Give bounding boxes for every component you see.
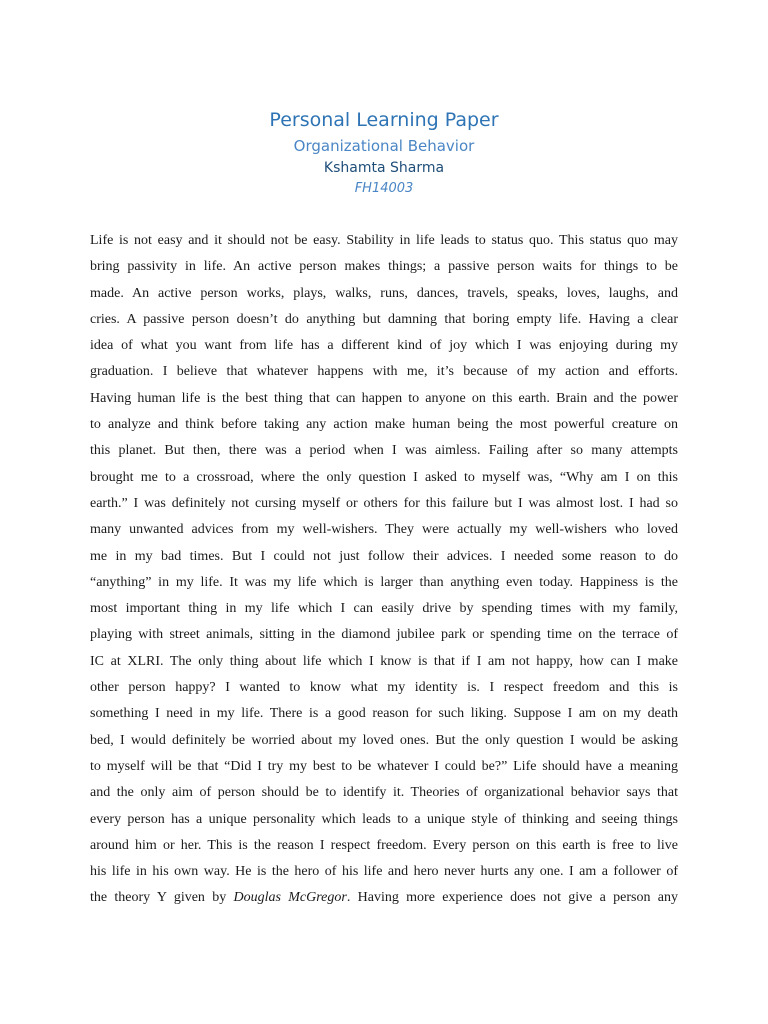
text-line: his life in his own way. He is the hero of his life and hero never hurts any one. I am a follower of bbox=[90, 864, 678, 880]
text-line: around him or her. This is the reason I respect freedom. Every person on this earth is free to live bbox=[90, 837, 678, 853]
text-line: every person has a unique personality which leads to a unique style of thinking and seeing things bbox=[90, 811, 678, 827]
author-reference: Douglas McGregor bbox=[233, 890, 347, 906]
text-line: and the only aim of person should be to identify it. Theories of organizational behavior says that bbox=[90, 785, 678, 801]
text-segment: . Having more experience does not give a person any bbox=[346, 890, 678, 906]
text-line: Having human life is the best thing that can happen to anyone on this earth. Brain and the power bbox=[90, 390, 678, 406]
text-line: something I need in my life. There is a good reason for such liking. Suppose I am on my death bbox=[90, 706, 678, 722]
author-name: Kshamta Sharma bbox=[323, 160, 445, 176]
text-line: other person happy? I wanted to know what my identity is. I respect freedom and this is bbox=[90, 680, 678, 696]
text-line: “anything” in my life. It was my life which is larger than anything even today. Happiness is the bbox=[90, 574, 678, 590]
document-subtitle: Organizational Behavior bbox=[293, 137, 475, 155]
text-line: Life is not easy and it should not be easy. Stability in life leads to status quo. This status quo may bbox=[90, 233, 678, 248]
text-line: this planet. But then, there was a period when I was aimless. Failing after so many attempts bbox=[90, 443, 678, 459]
text-line: graduation. I believe that whatever happens with me, it’s because of my action and efforts. bbox=[90, 364, 678, 380]
text-line: many unwanted advices from my well-wishers. They were actually my well-wishers who loved bbox=[90, 522, 678, 538]
text-line: IC at XLRI. The only thing about life which I know is that if I am not happy, how can I make bbox=[90, 653, 678, 669]
text-line: bed, I would definitely be worried about my loved ones. But the only question I would be asking bbox=[90, 732, 678, 748]
student-id: FH14003 bbox=[354, 181, 414, 196]
document-title: Personal Learning Paper bbox=[269, 109, 499, 131]
text-line: earth.” I was definitely not cursing myself or others for this failure but I was almost lost. I had so bbox=[90, 495, 678, 511]
document-header bbox=[0, 105, 768, 199]
text-line: cries. A passive person doesn’t do anything but damning that boring empty life. Having a clear bbox=[90, 311, 678, 327]
text-line: bring passivity in life. An active person makes things; a passive person waits for things to be bbox=[90, 259, 678, 275]
text-line: most important thing in my life which I can easily drive by spending times with my family, bbox=[90, 601, 678, 617]
text-line bbox=[90, 885, 678, 911]
text-line: made. An active person works, plays, walks, runs, dances, travels, speaks, loves, laughs, and bbox=[90, 285, 678, 301]
text-line: brought me to a crossroad, where the only question I asked to myself was, “Why am I on this bbox=[90, 469, 678, 485]
text-segment: the theory Y given by bbox=[90, 890, 234, 906]
text-line: playing with street animals, sitting in the diamond jubilee park or spending time on the terrace of bbox=[90, 627, 678, 643]
text-line: to myself will be that “Did I try my best to be whatever I could be?” Life should have a meaning bbox=[90, 758, 678, 774]
body-paragraph bbox=[90, 228, 678, 912]
text-line: me in my bad times. But I could not just follow their advices. I needed some reason to do bbox=[90, 548, 678, 564]
text-line: to analyze and think before taking any action make human being the most powerful creature on bbox=[90, 417, 678, 433]
text-line: idea of what you want from life has a different kind of joy which I was enjoying during my bbox=[90, 338, 678, 354]
